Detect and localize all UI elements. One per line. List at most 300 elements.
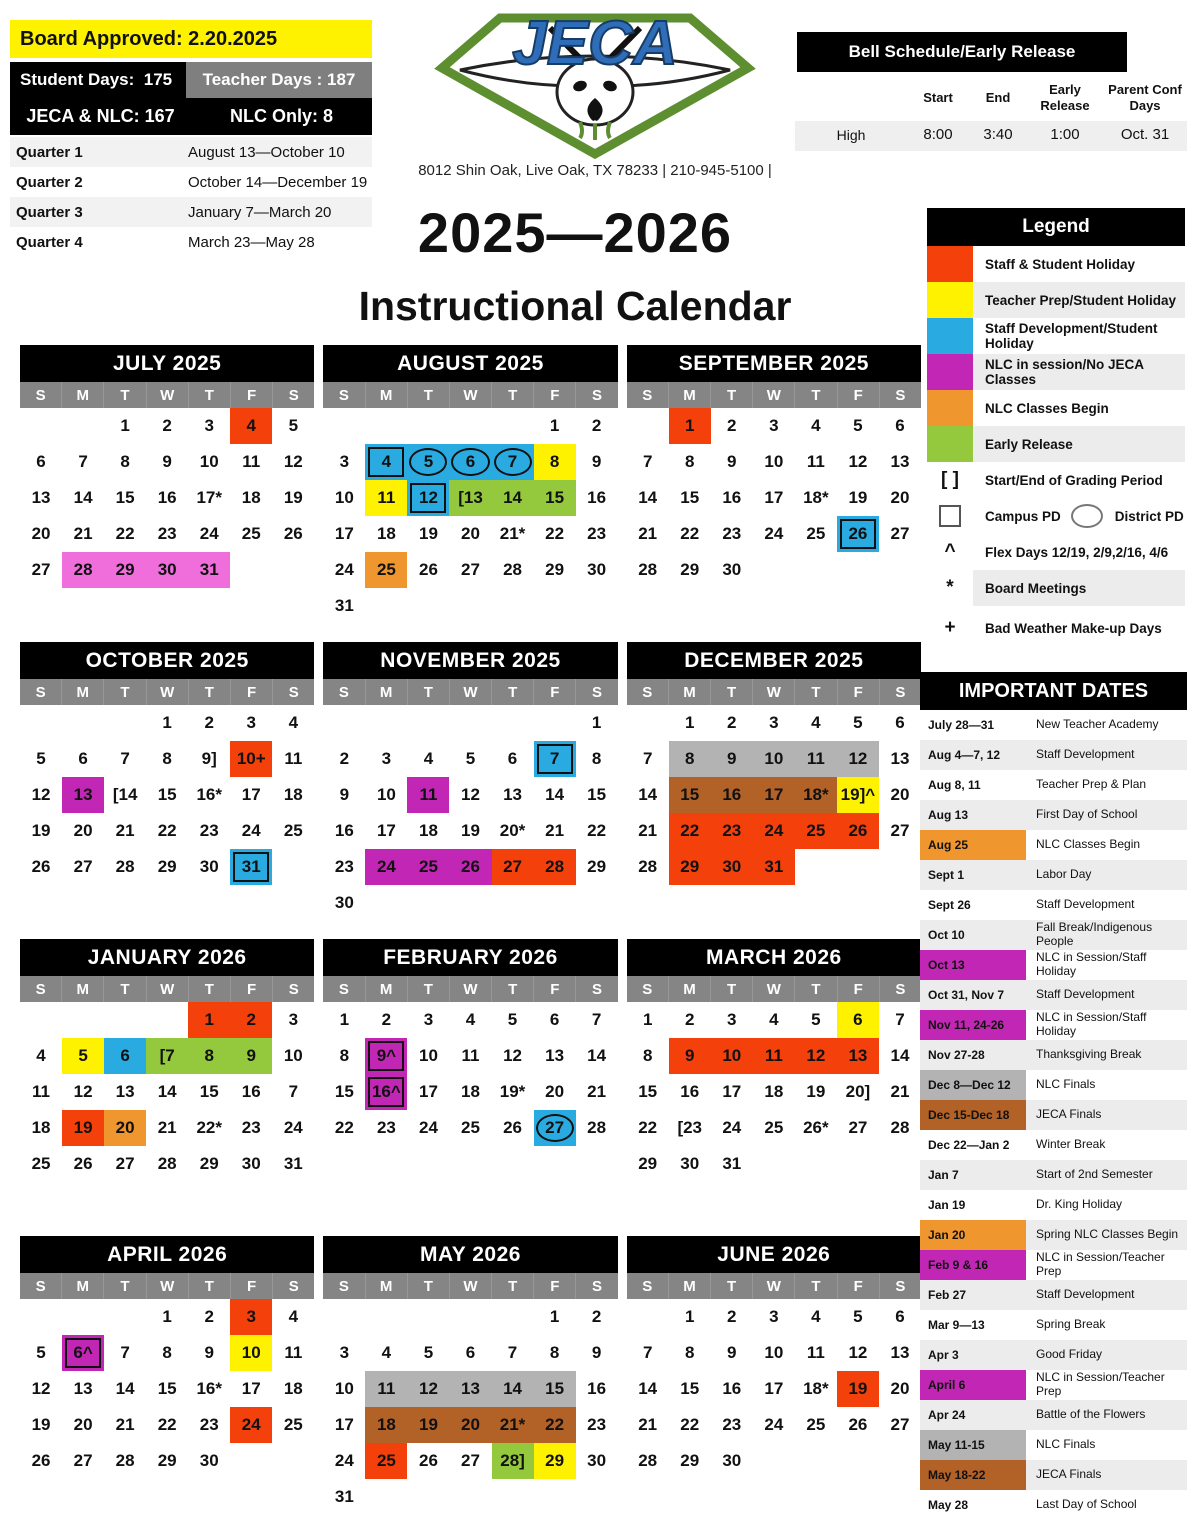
board-approved-banner: Board Approved: 2.20.2025 xyxy=(10,20,372,58)
week-row xyxy=(323,444,617,480)
day-cell: 17 xyxy=(334,524,354,543)
day-cell: 24 xyxy=(418,1118,438,1137)
day-cell: 29 xyxy=(669,849,711,885)
day-cell xyxy=(230,1443,272,1479)
legend-item xyxy=(927,318,1185,354)
day-cell: 27 xyxy=(492,849,534,885)
day-cell: 7 xyxy=(507,1343,518,1362)
important-event: Thanksgiving Break xyxy=(1036,1047,1142,1062)
month-title: MARCH 2026 xyxy=(627,939,921,976)
day-cell: 6 xyxy=(465,1343,476,1362)
quarter-range: August 13—October 10 xyxy=(188,143,345,161)
day-cell: 11 xyxy=(461,1046,480,1065)
day-cell: 20 xyxy=(31,524,51,543)
weekday-label: S xyxy=(338,980,349,998)
important-date-row xyxy=(920,1010,1187,1040)
day-cell: 15 xyxy=(587,785,607,804)
important-date-row xyxy=(920,1280,1187,1310)
day-cell: 12 xyxy=(848,452,868,471)
day-cell: 15 xyxy=(638,1082,658,1101)
week-row xyxy=(20,480,314,516)
weekday-header-row xyxy=(20,976,314,1002)
day-cell: 24 xyxy=(230,1407,272,1443)
day-cell: 23 xyxy=(199,821,219,840)
weekday-label: F xyxy=(230,679,272,705)
day-cell: 4 xyxy=(365,444,407,480)
quarter-row xyxy=(10,167,372,197)
day-cell xyxy=(627,408,669,444)
day-cell: 29 xyxy=(680,560,700,579)
legend-item xyxy=(927,426,1185,462)
day-cell: 20 xyxy=(890,1379,910,1398)
day-cell: 15 xyxy=(534,1371,576,1407)
day-cell: 21 xyxy=(545,821,565,840)
day-cell: 25 xyxy=(241,524,261,543)
quarter-range: October 14—December 19 xyxy=(188,173,368,191)
legend-symbol: + xyxy=(944,617,956,638)
day-cell: 19 xyxy=(283,488,303,507)
weekday-header-row xyxy=(323,679,617,705)
weekday-header-row xyxy=(627,1273,921,1299)
day-cell: 9] xyxy=(201,749,217,768)
day-cell: 10 xyxy=(199,452,219,471)
day-cell: 23 xyxy=(241,1118,261,1137)
weekday-label: S xyxy=(575,976,617,1002)
week-row xyxy=(20,1371,314,1407)
day-cell: 22 xyxy=(669,813,711,849)
month-october-2025 xyxy=(20,642,314,939)
legend-item xyxy=(927,462,1185,498)
day-cell: 21 xyxy=(890,1082,910,1101)
weekday-label: T xyxy=(188,976,230,1002)
day-cell xyxy=(323,705,365,741)
legend-label: District PD xyxy=(1114,508,1184,524)
day-cell: 30 xyxy=(199,1451,219,1470)
day-cell: 15 xyxy=(680,1379,700,1398)
legend-label: Board Meetings xyxy=(973,570,1185,606)
day-cell: 20 xyxy=(890,488,910,507)
day-cell: 15 xyxy=(157,785,177,804)
legend-item xyxy=(927,282,1185,318)
day-cell: 18 xyxy=(461,1082,480,1101)
week-row xyxy=(20,1335,314,1371)
week-row xyxy=(323,1407,617,1443)
day-cell: 17 xyxy=(376,821,396,840)
quarter-row xyxy=(10,137,372,167)
day-cell: 7 xyxy=(120,749,130,768)
weekday-label: S xyxy=(338,683,349,701)
day-cell: 22 xyxy=(157,1415,177,1434)
day-cell: 8 xyxy=(534,444,576,480)
day-cell: 26 xyxy=(73,1154,93,1173)
bell-early-release-time: 1:00 xyxy=(1050,126,1080,144)
day-cell: 17 xyxy=(722,1082,742,1101)
day-cell: 3 xyxy=(769,1307,779,1326)
weekday-label: T xyxy=(188,679,230,705)
day-cell: 20] xyxy=(845,1082,871,1101)
jeca-logo-graphic xyxy=(428,2,762,160)
important-event: NLC in Session/Staff Holiday xyxy=(1036,1010,1147,1038)
day-cell: 10 xyxy=(334,1379,354,1398)
day-cell: 18 xyxy=(283,785,303,804)
day-cell: 25 xyxy=(283,821,303,840)
bell-end-time: 3:40 xyxy=(983,126,1013,144)
day-cell xyxy=(534,1479,576,1515)
bell-col-parent-conf: Parent Conf Days xyxy=(1108,82,1182,114)
day-cell: 6 xyxy=(449,444,491,480)
day-cell: 15 xyxy=(669,777,711,813)
day-cell: 15 xyxy=(199,1082,219,1101)
day-cell xyxy=(449,705,491,741)
day-cell: 29 xyxy=(587,857,607,876)
important-event: NLC in Session/Teacher Prep xyxy=(1036,1370,1165,1398)
day-cell: 18* xyxy=(803,488,829,507)
day-cell: 17 xyxy=(241,1379,261,1398)
day-cell: 1 xyxy=(339,1010,350,1029)
quarter-name: Quarter 3 xyxy=(16,203,83,221)
day-cell: 26 xyxy=(283,524,303,543)
important-date-row xyxy=(920,920,1187,950)
important-date-row xyxy=(920,710,1187,740)
weekday-label: S xyxy=(35,980,46,998)
week-row xyxy=(323,1074,617,1110)
school-address: 8012 Shin Oak, Live Oak, TX 78233 | 210-945-5100 | xyxy=(418,162,772,179)
day-cell: 3 xyxy=(727,1010,737,1029)
day-cell: 20 xyxy=(449,1407,491,1443)
weekday-label: S xyxy=(879,976,921,1002)
day-cell: 3 xyxy=(204,416,214,435)
day-cell xyxy=(879,552,921,588)
legend-color-swatch xyxy=(927,246,973,282)
student-days-count: Student Days: 175 xyxy=(10,62,186,98)
month-title: APRIL 2026 xyxy=(20,1236,314,1273)
week-row xyxy=(323,1038,617,1074)
day-cell: 21 xyxy=(73,524,93,543)
day-cell: 11 xyxy=(32,1082,51,1101)
weekday-label: F xyxy=(533,679,575,705)
legend-item xyxy=(927,246,1185,282)
day-cell: 31 xyxy=(334,1487,354,1506)
week-row xyxy=(323,552,617,588)
important-date-row xyxy=(920,1400,1187,1430)
day-cell: 8 xyxy=(188,1038,230,1074)
day-cell: 13 xyxy=(837,1038,879,1074)
weekday-label: F xyxy=(533,976,575,1002)
day-cell: 10+ xyxy=(230,741,272,777)
day-cell: 5 xyxy=(423,1343,434,1362)
week-row xyxy=(20,516,314,552)
day-cell: 13 xyxy=(890,749,910,768)
day-cell: 24 xyxy=(334,560,354,579)
day-cell xyxy=(795,849,837,885)
day-cell: 26 xyxy=(31,1451,51,1470)
week-row xyxy=(20,1146,314,1182)
day-cell: 31 xyxy=(230,849,272,885)
day-cell: 9^ xyxy=(365,1038,407,1074)
important-date: Jan 7 xyxy=(928,1168,959,1182)
week-row xyxy=(627,1335,921,1371)
weekday-label: W xyxy=(146,976,188,1002)
important-event: Staff Development xyxy=(1036,987,1135,1002)
school-logo xyxy=(428,2,762,160)
month-january-2026 xyxy=(20,939,314,1236)
important-event: Start of 2nd Semester xyxy=(1036,1167,1153,1182)
weekday-label: T xyxy=(710,382,752,408)
day-cell: 28 xyxy=(638,1451,658,1470)
important-event: NLC Finals xyxy=(1036,1077,1096,1092)
weekday-label: F xyxy=(230,1273,272,1299)
weekday-label: M xyxy=(668,679,710,705)
important-date-row xyxy=(920,1370,1187,1400)
weekday-label: T xyxy=(794,1273,836,1299)
day-cell: 31 xyxy=(283,1154,303,1173)
month-title: DECEMBER 2025 xyxy=(627,642,921,679)
day-cell: 16 xyxy=(157,488,177,507)
legend-item xyxy=(927,606,1185,650)
day-cell xyxy=(323,408,365,444)
week-row xyxy=(627,741,921,777)
week-row xyxy=(323,588,617,624)
important-date-row xyxy=(920,830,1187,860)
day-cell: 25 xyxy=(283,1415,303,1434)
day-cell: 21 xyxy=(638,524,658,543)
day-cell: 21 xyxy=(115,1415,135,1434)
day-cell: 23 xyxy=(711,813,753,849)
important-date-row xyxy=(920,1130,1187,1160)
day-cell: 4 xyxy=(811,713,821,732)
weekday-label: M xyxy=(61,976,103,1002)
day-cell: 29 xyxy=(680,1451,700,1470)
day-cell xyxy=(534,885,576,921)
day-cell: 9 xyxy=(162,452,172,471)
day-cell: 27 xyxy=(848,1118,868,1137)
months-grid xyxy=(20,345,921,1533)
weekday-label: S xyxy=(642,1277,653,1295)
month-title: FEBRUARY 2026 xyxy=(323,939,617,976)
legend-item xyxy=(927,390,1185,426)
day-cell: 23 xyxy=(722,1415,742,1434)
important-date: May 18-22 xyxy=(920,1460,1026,1490)
day-cell: 27 xyxy=(890,821,910,840)
important-date: Nov 27-28 xyxy=(928,1048,985,1062)
day-cell: 22 xyxy=(587,821,607,840)
day-cell: 22 xyxy=(545,524,565,543)
day-cell: 11 xyxy=(284,749,303,768)
weekday-label: W xyxy=(449,976,491,1002)
legend-color-swatch xyxy=(927,282,973,318)
legend-color-swatch xyxy=(927,318,973,354)
day-cell: 31 xyxy=(722,1154,742,1173)
important-date: Dec 8—Dec 12 xyxy=(920,1070,1026,1100)
weekday-label: T xyxy=(103,976,145,1002)
day-cell: 5 xyxy=(811,1010,821,1029)
day-cell: 6 xyxy=(36,452,46,471)
weekday-header-row xyxy=(20,679,314,705)
weekday-header-row xyxy=(627,976,921,1002)
day-cell: 23 xyxy=(376,1118,396,1137)
week-row xyxy=(20,705,314,741)
week-row xyxy=(323,849,617,885)
important-date: Sept 1 xyxy=(928,868,965,882)
important-date: May 11-15 xyxy=(920,1430,1026,1460)
day-cell: 3 xyxy=(339,452,350,471)
day-cell: 14 xyxy=(638,488,658,507)
weekday-label: T xyxy=(491,679,533,705)
month-june-2026 xyxy=(627,1236,921,1533)
legend-color-swatch xyxy=(927,354,973,390)
important-date: Aug 13 xyxy=(928,808,969,822)
month-title: JANUARY 2026 xyxy=(20,939,314,976)
week-row xyxy=(627,705,921,741)
legend-item xyxy=(927,570,1185,606)
day-cell: 2 xyxy=(230,1002,272,1038)
weekday-label: S xyxy=(879,1273,921,1299)
important-event: Staff Development xyxy=(1036,747,1135,762)
day-cell xyxy=(534,588,576,624)
legend-label: Staff & Student Holiday xyxy=(985,256,1136,272)
day-cell xyxy=(795,552,837,588)
day-cell: 16 xyxy=(711,777,753,813)
weekday-label: S xyxy=(575,679,617,705)
day-cell xyxy=(365,408,407,444)
day-cell: 15 xyxy=(115,488,135,507)
day-cell: 21* xyxy=(499,524,526,543)
day-cell: 3 xyxy=(339,1343,350,1362)
day-cell: 5 xyxy=(407,444,449,480)
weekday-label: F xyxy=(837,679,879,705)
week-row xyxy=(627,1038,921,1074)
day-cell: 28 xyxy=(115,857,135,876)
day-cell: 6 xyxy=(549,1010,560,1029)
day-cell: 14 xyxy=(638,785,658,804)
day-cell: 8 xyxy=(549,1343,560,1362)
day-cell: 18 xyxy=(283,1379,303,1398)
week-row xyxy=(627,1371,921,1407)
weekday-label: T xyxy=(103,679,145,705)
day-cell: 13 xyxy=(115,1082,135,1101)
day-cell: 22 xyxy=(680,1415,700,1434)
day-cell: 9 xyxy=(727,1343,737,1362)
important-date-row xyxy=(920,1430,1187,1460)
day-cell: 11 xyxy=(795,741,837,777)
day-cell: 4 xyxy=(288,1307,299,1326)
nlc-only-count: NLC Only: 8 xyxy=(229,106,333,126)
week-row xyxy=(323,813,617,849)
day-cell xyxy=(407,408,449,444)
day-cell: 16 xyxy=(722,1379,742,1398)
weekday-label: T xyxy=(407,382,449,408)
legend-color-swatch xyxy=(927,426,973,462)
day-cell: 23 xyxy=(587,1415,607,1434)
day-cell: 21 xyxy=(115,821,135,840)
day-cell: 8 xyxy=(162,1343,172,1362)
day-cell: 9 xyxy=(591,1343,602,1362)
important-date: Nov 11, 24-26 xyxy=(920,1010,1026,1040)
weekday-label: M xyxy=(61,1273,103,1299)
day-cell: 21 xyxy=(587,1082,607,1101)
day-cell: 28 xyxy=(638,857,658,876)
day-cell: 28 xyxy=(503,560,522,579)
day-cell: 12 xyxy=(837,741,879,777)
day-cell xyxy=(795,1443,837,1479)
day-cell: 2 xyxy=(381,1010,392,1029)
day-cell: 1 xyxy=(684,713,695,732)
day-cell: 31 xyxy=(188,552,230,588)
day-cell: 12 xyxy=(795,1038,837,1074)
day-cell: 14 xyxy=(587,1046,607,1065)
important-date-row xyxy=(920,1250,1187,1280)
day-cell: 30 xyxy=(146,552,188,588)
day-cell: 30 xyxy=(241,1154,261,1173)
day-cell: 17 xyxy=(334,1415,354,1434)
day-cell: 29 xyxy=(545,560,565,579)
day-cell: 27 xyxy=(461,560,480,579)
weekday-header-row xyxy=(323,1273,617,1299)
day-cell: 22 xyxy=(115,524,135,543)
important-date-row xyxy=(920,1340,1187,1370)
week-row xyxy=(20,813,314,849)
day-cell: 15 xyxy=(680,488,700,507)
day-cell xyxy=(837,552,879,588)
important-event: NLC in Session/Staff Holiday xyxy=(1036,950,1147,978)
day-cell: 11 xyxy=(806,1343,825,1362)
day-cell: 8 xyxy=(339,1046,350,1065)
week-row xyxy=(20,552,314,588)
day-cell: 6 xyxy=(895,1307,905,1326)
day-cell: 18 xyxy=(365,1407,407,1443)
day-cell: 28 xyxy=(890,1118,910,1137)
day-cell: 25 xyxy=(365,1443,407,1479)
day-cell xyxy=(879,1443,921,1479)
day-cell: 11 xyxy=(365,480,407,516)
weekday-label: W xyxy=(449,1273,491,1299)
day-cell: 14 xyxy=(890,1046,910,1065)
week-row xyxy=(323,1335,617,1371)
quarter-range: January 7—March 20 xyxy=(188,203,332,221)
day-cell xyxy=(753,1443,795,1479)
day-cell: 1 xyxy=(162,1307,172,1326)
day-cell xyxy=(365,1299,407,1335)
day-cell: 10 xyxy=(283,1046,303,1065)
day-cell: 25 xyxy=(795,813,837,849)
week-row xyxy=(20,444,314,480)
day-cell: 29 xyxy=(638,1154,658,1173)
important-date-row xyxy=(920,1490,1187,1520)
legend-label: Campus PD xyxy=(985,508,1061,524)
day-cell: 4 xyxy=(811,1307,821,1326)
day-cell: 13 xyxy=(545,1046,565,1065)
day-cell: 22 xyxy=(157,821,177,840)
important-date-row xyxy=(920,1100,1187,1130)
day-cell: 9 xyxy=(339,785,350,804)
day-cell: 4 xyxy=(811,416,821,435)
week-row xyxy=(323,1443,617,1479)
day-cell: 31 xyxy=(334,596,354,615)
day-cell: 14 xyxy=(115,1379,135,1398)
day-cell: 1 xyxy=(591,713,602,732)
important-dates-rows xyxy=(920,710,1187,1520)
important-date: Jan 20 xyxy=(920,1220,1026,1250)
day-cell xyxy=(272,552,314,588)
day-cell: 9 xyxy=(230,1038,272,1074)
day-cell: 1 xyxy=(549,1307,560,1326)
day-cell: 10 xyxy=(230,1335,272,1371)
day-cell: 28 xyxy=(638,560,658,579)
day-cell: 27 xyxy=(461,1451,480,1470)
weekday-label: S xyxy=(642,683,653,701)
day-cell: 7 xyxy=(642,1343,653,1362)
month-july-2025 xyxy=(20,345,314,642)
